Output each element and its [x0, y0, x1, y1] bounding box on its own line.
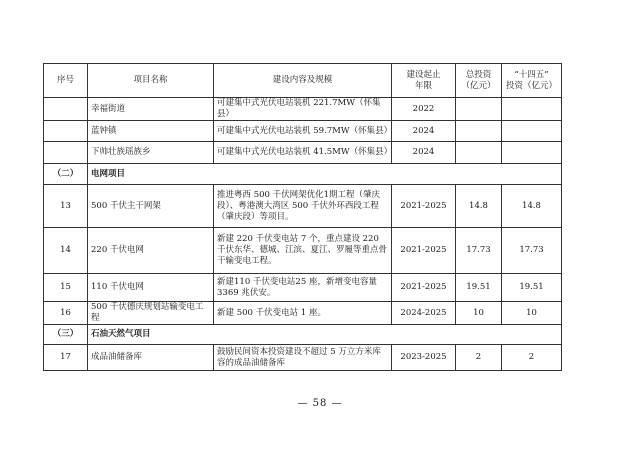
row-seq: [44, 121, 88, 142]
row-content: 新建110 千伏变电站25 座，新增变电容量3369 兆伏安。: [214, 274, 392, 302]
section-title: 电网项目: [88, 164, 562, 185]
row-period: 2024-2025: [392, 302, 456, 325]
row-name: 110 千伏电网: [88, 274, 214, 302]
row-content: 可建集中式光伏电站装机 41.5MW（怀集县）: [214, 142, 392, 164]
row-total: [456, 121, 502, 142]
header-period: [392, 64, 456, 98]
row-name: 蓝钟镇: [88, 121, 214, 142]
row-total: 2: [456, 345, 502, 371]
row-name: 下帅壮族瑶族乡: [88, 142, 214, 164]
header-period-line1: 建设起止: [406, 69, 441, 80]
row-period: 2024: [392, 121, 456, 142]
section-title: 石油天然气项目: [88, 325, 562, 345]
row-name: 220 千伏电网: [88, 228, 214, 274]
row-content: 推进粤西 500 千伏网架优化1期工程（肇庆段）、粤港澳大湾区 500 千伏外环西段工程（肇庆段）等项目。: [214, 185, 392, 228]
table-row: [44, 345, 562, 371]
header-content: 建设内容及规模: [214, 64, 392, 98]
row-content: 新建 220 千伏变电站 7 个，重点建设 220 千伏东华、德城、江滨、夏江、罗履等重点骨干输变电工程。: [214, 228, 392, 274]
page-number: — 58 —: [297, 398, 343, 409]
project-table: [43, 63, 562, 371]
table-row: [44, 142, 562, 164]
row-plan: 14.8: [502, 185, 562, 228]
row-period: 2021-2025: [392, 274, 456, 302]
header-name: 项目名称: [88, 64, 214, 98]
row-plan: [502, 98, 562, 121]
row-plan: 2: [502, 345, 562, 371]
section-seq: （二）: [44, 164, 88, 185]
row-name: 500 千伏德庆规划站输变电工程: [88, 302, 214, 325]
row-seq: [44, 142, 88, 164]
row-period: 2023-2025: [392, 345, 456, 371]
row-seq: 15: [44, 274, 88, 302]
table-row: [44, 228, 562, 274]
row-period: 2024: [392, 142, 456, 164]
row-content: 可建集中式光伏电站装机 221.7MW（怀集县）: [214, 98, 392, 121]
row-total: 19.51: [456, 274, 502, 302]
row-plan: [502, 142, 562, 164]
row-period: 2021-2025: [392, 185, 456, 228]
row-name: 成品油储备库: [88, 345, 214, 371]
table-row: [44, 121, 562, 142]
row-content: 鼓励民间资本投资建设不超过 5 万立方米库容的成品油储备库: [214, 345, 392, 371]
row-plan: 17.73: [502, 228, 562, 274]
row-content: 可建集中式光伏电站装机 59.7MW（怀集县）: [214, 121, 392, 142]
row-total: 14.8: [456, 185, 502, 228]
row-seq: 16: [44, 302, 88, 325]
row-period: 2021-2025: [392, 228, 456, 274]
header-plan: [502, 64, 562, 98]
table-row: [44, 302, 562, 325]
row-content: 新建 500 千伏变电站 1 座。: [214, 302, 392, 325]
section-row: [44, 164, 562, 185]
row-total: [456, 98, 502, 121]
section-row: [44, 325, 562, 345]
header-plan-line2: 投资（亿元）: [505, 80, 557, 91]
row-plan: [502, 121, 562, 142]
header-total-line1: 总投资: [465, 69, 492, 80]
row-total: [456, 142, 502, 164]
header-seq: 序号: [44, 64, 88, 98]
row-name: 500 千伏主干网架: [88, 185, 214, 228]
row-seq: 17: [44, 345, 88, 371]
row-name: 幸福街道: [88, 98, 214, 121]
header-total-line2: （亿元）: [461, 80, 496, 91]
section-seq: （三）: [44, 325, 88, 345]
header-period-line2: 年限: [414, 80, 432, 91]
row-seq: [44, 98, 88, 121]
table-row: [44, 185, 562, 228]
table-row: [44, 274, 562, 302]
row-period: 2022: [392, 98, 456, 121]
row-total: 10: [456, 302, 502, 325]
row-plan: 19.51: [502, 274, 562, 302]
table-row: [44, 98, 562, 121]
header-total: [456, 64, 502, 98]
row-total: 17.73: [456, 228, 502, 274]
row-seq: 14: [44, 228, 88, 274]
header-plan-line1: “十四五”: [514, 69, 549, 80]
row-seq: 13: [44, 185, 88, 228]
row-plan: 10: [502, 302, 562, 325]
table-header-row: [44, 64, 562, 98]
